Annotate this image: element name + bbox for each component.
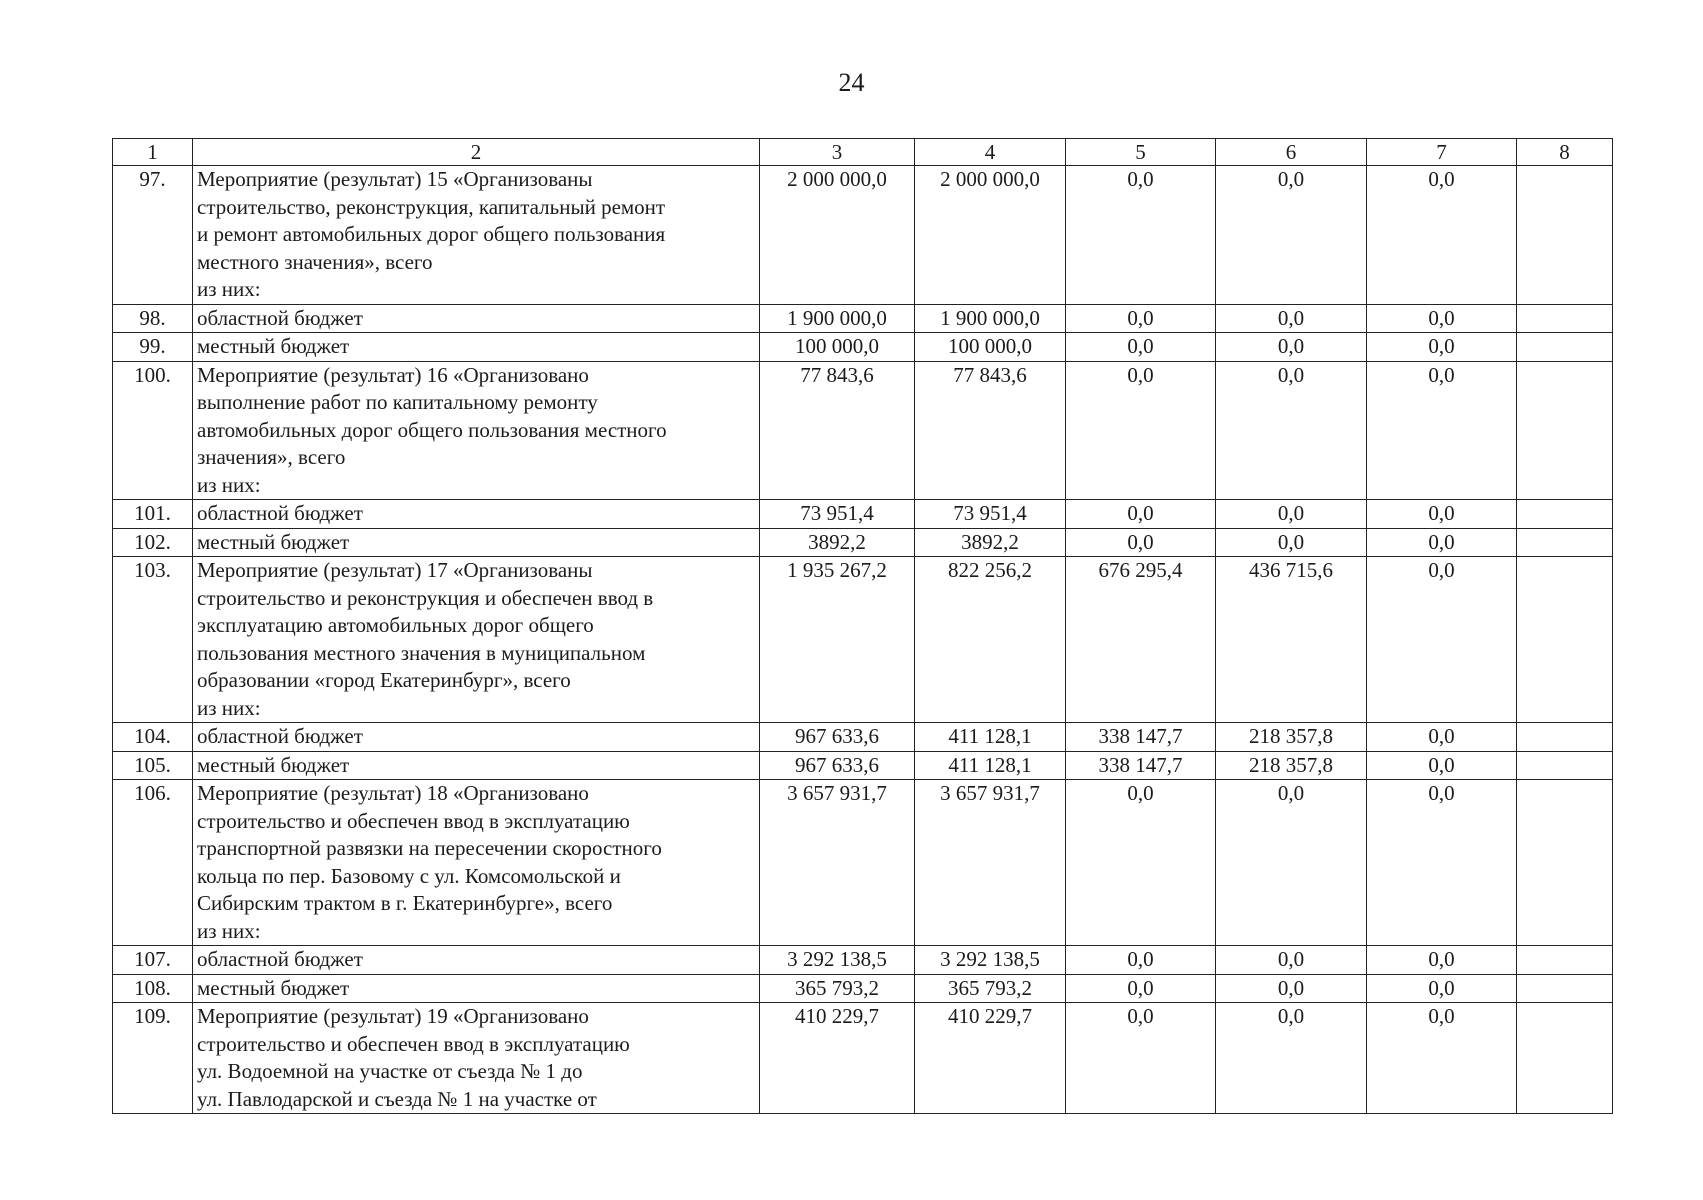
value-col-3: 100 000,0 bbox=[760, 333, 915, 362]
value-col-7: 0,0 bbox=[1367, 557, 1517, 723]
value-col-3: 410 229,7 bbox=[760, 1003, 915, 1114]
description-line: строительство и обеспечен ввод в эксплуатацию bbox=[197, 1031, 630, 1056]
description-line: кольца по пер. Базовому с ул. Комсомольской и bbox=[197, 863, 621, 888]
value-col-8 bbox=[1517, 946, 1613, 975]
row-number: 107. bbox=[113, 946, 193, 975]
value-col-8 bbox=[1517, 974, 1613, 1003]
row-description bbox=[193, 361, 760, 500]
value-col-5: 0,0 bbox=[1066, 304, 1216, 333]
value-col-8 bbox=[1517, 361, 1613, 500]
description-line: значения», всего bbox=[197, 445, 346, 469]
description-line: Мероприятие (результат) 19 «Организовано bbox=[197, 1004, 589, 1028]
col-header-5: 5 bbox=[1066, 139, 1216, 166]
description-line: областной бюджет bbox=[197, 501, 363, 525]
value-col-7: 0,0 bbox=[1367, 528, 1517, 557]
table-row bbox=[113, 974, 1613, 1003]
value-col-7: 0,0 bbox=[1367, 361, 1517, 500]
value-col-3: 967 633,6 bbox=[760, 751, 915, 780]
row-description bbox=[193, 166, 760, 305]
col-header-4: 4 bbox=[915, 139, 1066, 166]
description-line: областной бюджет bbox=[197, 947, 363, 971]
description-line: Мероприятие (результат) 16 «Организовано bbox=[197, 362, 589, 387]
table-row bbox=[113, 333, 1613, 362]
value-col-6: 218 357,8 bbox=[1216, 751, 1367, 780]
description-line: строительство, реконструкция, капитальный ремонт bbox=[197, 194, 666, 219]
description-line: из них: bbox=[197, 918, 261, 943]
value-col-8 bbox=[1517, 333, 1613, 362]
value-col-3: 1 935 267,2 bbox=[760, 557, 915, 723]
budget-table bbox=[112, 138, 1613, 1114]
value-col-6: 436 715,6 bbox=[1216, 557, 1367, 723]
description-line: строительство и реконструкция и обеспечен ввод в bbox=[197, 585, 654, 610]
value-col-4: 1 900 000,0 bbox=[915, 304, 1066, 333]
description-line: Сибирским трактом в г. Екатеринбурге», всего bbox=[197, 891, 613, 915]
table-row bbox=[113, 166, 1613, 305]
table-row bbox=[113, 304, 1613, 333]
row-number: 98. bbox=[113, 304, 193, 333]
row-number: 104. bbox=[113, 723, 193, 752]
row-number: 102. bbox=[113, 528, 193, 557]
description-line: пользования местного значения в муниципальном bbox=[197, 640, 646, 665]
table-row bbox=[113, 751, 1613, 780]
value-col-4: 822 256,2 bbox=[915, 557, 1066, 723]
page-number: 24 bbox=[838, 68, 865, 97]
value-col-3: 77 843,6 bbox=[760, 361, 915, 500]
description-line: автомобильных дорог общего пользования местного bbox=[197, 417, 667, 442]
description-line: ул. Водоемной на участке от съезда № 1 до bbox=[197, 1059, 583, 1083]
col-header-3: 3 bbox=[760, 139, 915, 166]
value-col-3: 365 793,2 bbox=[760, 974, 915, 1003]
value-col-5: 0,0 bbox=[1066, 166, 1216, 305]
col-header-6: 6 bbox=[1216, 139, 1367, 166]
description-line: областной бюджет bbox=[197, 724, 363, 748]
description-line: местный бюджет bbox=[197, 752, 350, 777]
row-description bbox=[193, 500, 760, 529]
value-col-4: 410 229,7 bbox=[915, 1003, 1066, 1114]
row-number: 106. bbox=[113, 780, 193, 946]
value-col-5: 338 147,7 bbox=[1066, 751, 1216, 780]
value-col-3: 2 000 000,0 bbox=[760, 166, 915, 305]
table-row bbox=[113, 723, 1613, 752]
value-col-5: 676 295,4 bbox=[1066, 557, 1216, 723]
row-description bbox=[193, 333, 760, 362]
value-col-5: 338 147,7 bbox=[1066, 723, 1216, 752]
value-col-5: 0,0 bbox=[1066, 333, 1216, 362]
row-description bbox=[193, 946, 760, 975]
value-col-4: 73 951,4 bbox=[915, 500, 1066, 529]
col-header-8: 8 bbox=[1517, 139, 1613, 166]
description-line: строительство и обеспечен ввод в эксплуатацию bbox=[197, 808, 630, 833]
value-col-7: 0,0 bbox=[1367, 333, 1517, 362]
value-col-7: 0,0 bbox=[1367, 1003, 1517, 1114]
value-col-4: 77 843,6 bbox=[915, 361, 1066, 500]
value-col-4: 3 657 931,7 bbox=[915, 780, 1066, 946]
value-col-4: 2 000 000,0 bbox=[915, 166, 1066, 305]
value-col-6: 0,0 bbox=[1216, 1003, 1367, 1114]
row-number: 105. bbox=[113, 751, 193, 780]
row-description bbox=[193, 751, 760, 780]
value-col-6: 0,0 bbox=[1216, 361, 1367, 500]
description-line: из них: bbox=[197, 277, 261, 301]
table-row bbox=[113, 780, 1613, 946]
value-col-5: 0,0 bbox=[1066, 974, 1216, 1003]
table-row bbox=[113, 1003, 1613, 1114]
value-col-6: 0,0 bbox=[1216, 166, 1367, 305]
description-line: транспортной развязки на пересечении скоростного bbox=[197, 836, 662, 860]
value-col-8 bbox=[1517, 304, 1613, 333]
value-col-8 bbox=[1517, 751, 1613, 780]
description-line: Мероприятие (результат) 15 «Организованы bbox=[197, 167, 593, 191]
value-col-3: 967 633,6 bbox=[760, 723, 915, 752]
table-body bbox=[113, 166, 1613, 1114]
table-row bbox=[113, 528, 1613, 557]
row-number: 101. bbox=[113, 500, 193, 529]
value-col-5: 0,0 bbox=[1066, 946, 1216, 975]
description-line: местный бюджет bbox=[197, 529, 350, 554]
value-col-5: 0,0 bbox=[1066, 1003, 1216, 1114]
value-col-6: 218 357,8 bbox=[1216, 723, 1367, 752]
description-line: из них: bbox=[197, 472, 261, 497]
value-col-7: 0,0 bbox=[1367, 304, 1517, 333]
col-header-2: 2 bbox=[193, 139, 760, 166]
value-col-7: 0,0 bbox=[1367, 946, 1517, 975]
value-col-8 bbox=[1517, 528, 1613, 557]
value-col-6: 0,0 bbox=[1216, 946, 1367, 975]
row-number: 100. bbox=[113, 361, 193, 500]
value-col-7: 0,0 bbox=[1367, 751, 1517, 780]
value-col-8 bbox=[1517, 166, 1613, 305]
row-description bbox=[193, 723, 760, 752]
value-col-7: 0,0 bbox=[1367, 500, 1517, 529]
description-line: выполнение работ по капитальному ремонту bbox=[197, 390, 598, 414]
table-header bbox=[113, 139, 1613, 166]
header-row bbox=[113, 139, 1613, 166]
row-description bbox=[193, 528, 760, 557]
value-col-6: 0,0 bbox=[1216, 528, 1367, 557]
value-col-8 bbox=[1517, 1003, 1613, 1114]
row-description bbox=[193, 974, 760, 1003]
value-col-4: 3892,2 bbox=[915, 528, 1066, 557]
value-col-4: 3 292 138,5 bbox=[915, 946, 1066, 975]
value-col-4: 100 000,0 bbox=[915, 333, 1066, 362]
value-col-8 bbox=[1517, 500, 1613, 529]
description-line: из них: bbox=[197, 695, 261, 720]
description-line: местный бюджет bbox=[197, 975, 350, 1000]
col-header-7: 7 bbox=[1367, 139, 1517, 166]
value-col-4: 365 793,2 bbox=[915, 974, 1066, 1003]
value-col-3: 3 292 138,5 bbox=[760, 946, 915, 975]
row-number: 97. bbox=[113, 166, 193, 305]
description-line: местного значения», всего bbox=[197, 249, 433, 274]
table-row bbox=[113, 946, 1613, 975]
description-line: и ремонт автомобильных дорог общего пользования bbox=[197, 222, 666, 246]
value-col-6: 0,0 bbox=[1216, 780, 1367, 946]
description-line: областной бюджет bbox=[197, 305, 363, 330]
description-line: ул. Павлодарской и съезда № 1 на участке от bbox=[197, 1086, 597, 1111]
description-line: местный бюджет bbox=[197, 334, 350, 358]
value-col-4: 411 128,1 bbox=[915, 723, 1066, 752]
value-col-7: 0,0 bbox=[1367, 723, 1517, 752]
value-col-3: 1 900 000,0 bbox=[760, 304, 915, 333]
description-line: образовании «город Екатеринбург», всего bbox=[197, 668, 571, 692]
row-number: 103. bbox=[113, 557, 193, 723]
value-col-5: 0,0 bbox=[1066, 361, 1216, 500]
value-col-8 bbox=[1517, 780, 1613, 946]
table-row bbox=[113, 557, 1613, 723]
value-col-3: 73 951,4 bbox=[760, 500, 915, 529]
value-col-7: 0,0 bbox=[1367, 974, 1517, 1003]
row-number: 109. bbox=[113, 1003, 193, 1114]
col-header-1: 1 bbox=[113, 139, 193, 166]
description-line: Мероприятие (результат) 17 «Организованы bbox=[197, 558, 593, 582]
value-col-6: 0,0 bbox=[1216, 500, 1367, 529]
value-col-3: 3892,2 bbox=[760, 528, 915, 557]
row-number: 108. bbox=[113, 974, 193, 1003]
value-col-6: 0,0 bbox=[1216, 974, 1367, 1003]
table-row bbox=[113, 361, 1613, 500]
row-description bbox=[193, 557, 760, 723]
value-col-6: 0,0 bbox=[1216, 304, 1367, 333]
value-col-3: 3 657 931,7 bbox=[760, 780, 915, 946]
value-col-8 bbox=[1517, 557, 1613, 723]
value-col-7: 0,0 bbox=[1367, 166, 1517, 305]
row-number: 99. bbox=[113, 333, 193, 362]
row-description bbox=[193, 1003, 760, 1114]
value-col-7: 0,0 bbox=[1367, 780, 1517, 946]
value-col-4: 411 128,1 bbox=[915, 751, 1066, 780]
value-col-5: 0,0 bbox=[1066, 528, 1216, 557]
value-col-6: 0,0 bbox=[1216, 333, 1367, 362]
table-row bbox=[113, 500, 1613, 529]
value-col-5: 0,0 bbox=[1066, 500, 1216, 529]
value-col-8 bbox=[1517, 723, 1613, 752]
description-line: Мероприятие (результат) 18 «Организовано bbox=[197, 781, 589, 805]
row-description bbox=[193, 780, 760, 946]
value-col-5: 0,0 bbox=[1066, 780, 1216, 946]
row-description bbox=[193, 304, 760, 333]
description-line: эксплуатацию автомобильных дорог общего bbox=[197, 613, 594, 637]
